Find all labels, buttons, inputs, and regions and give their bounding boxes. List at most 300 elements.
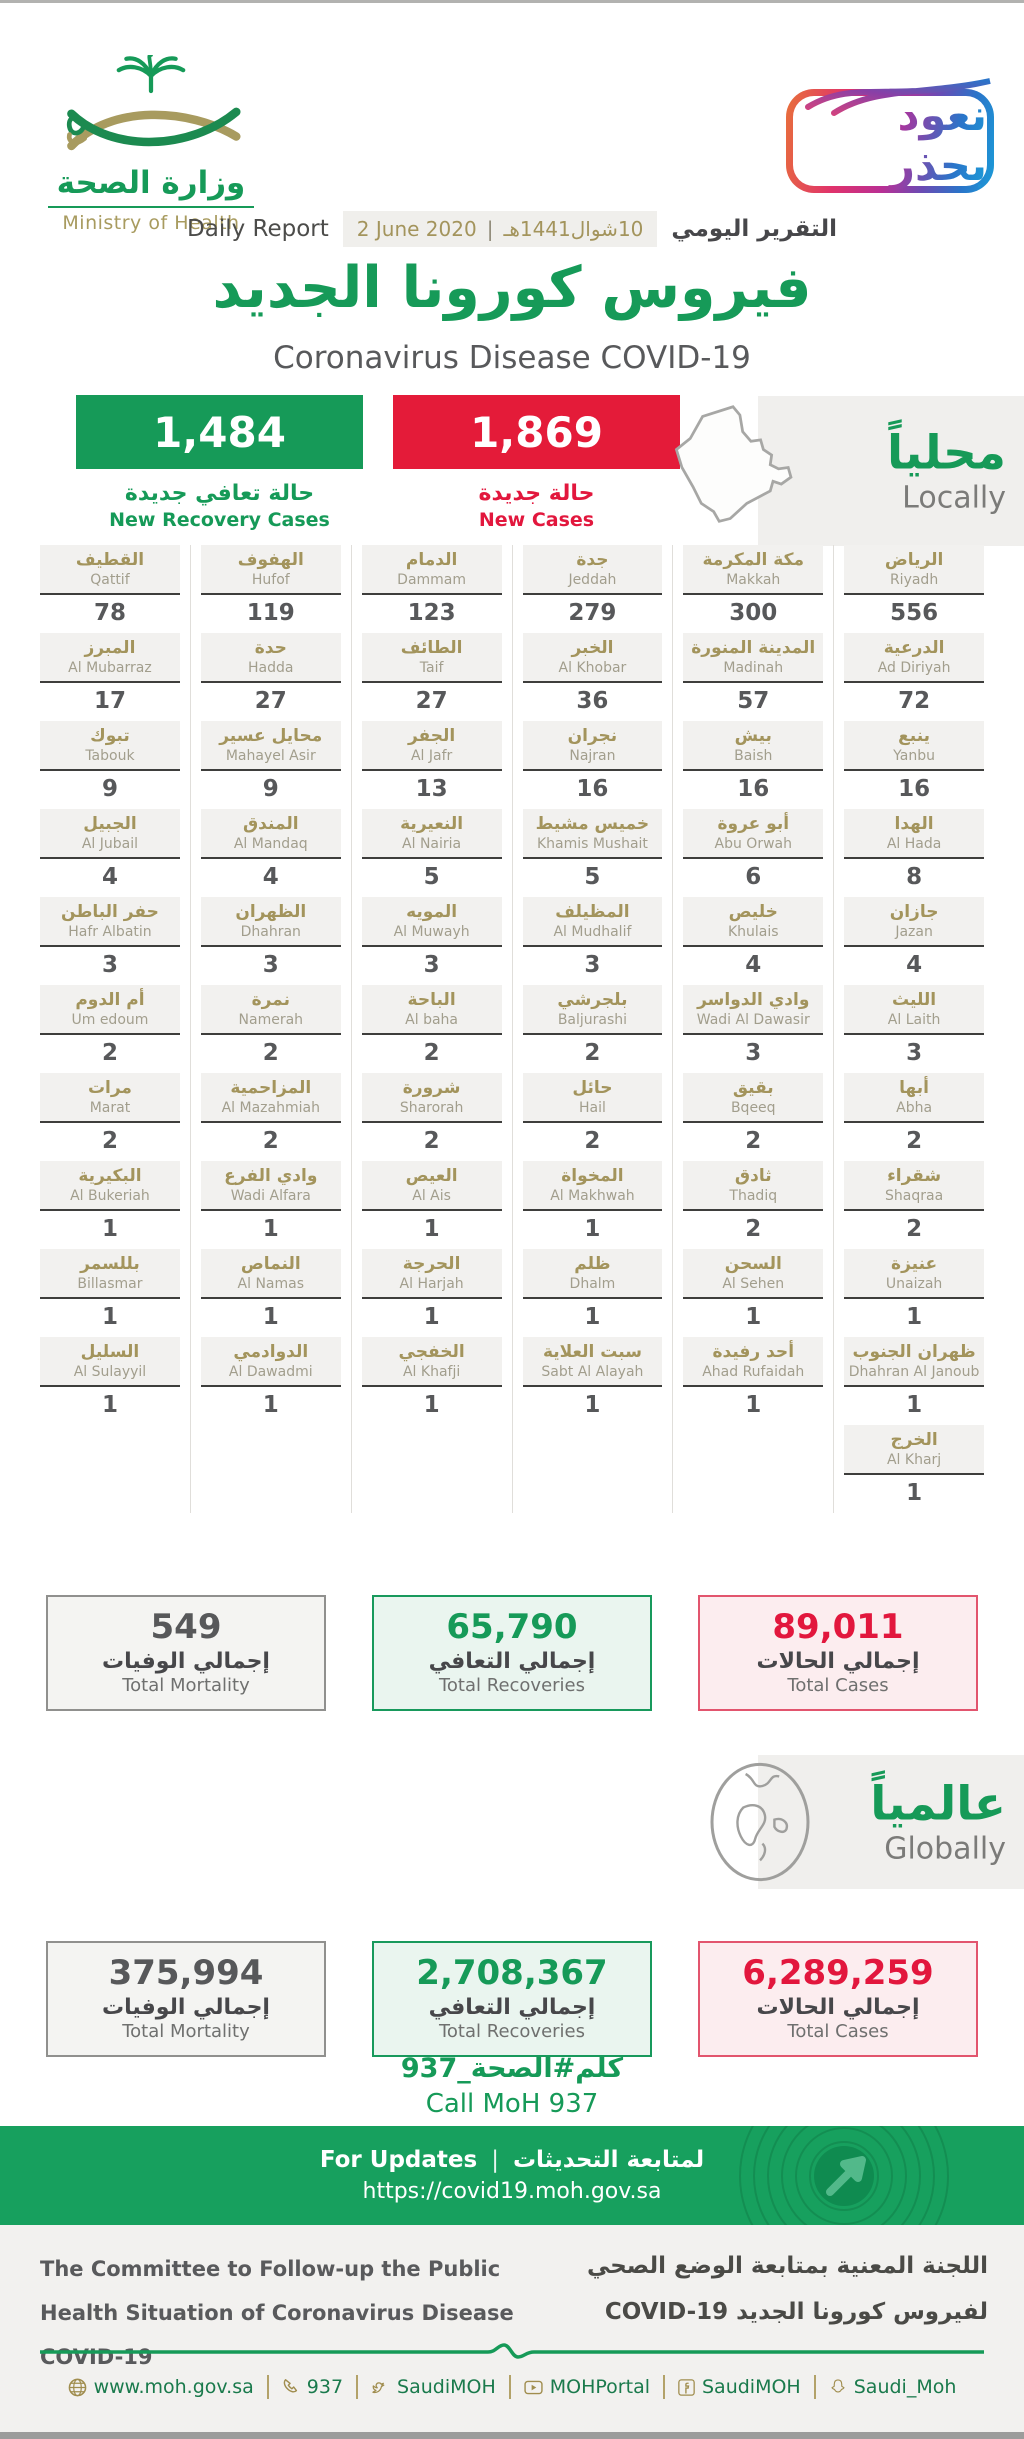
city-case-count: 119 bbox=[246, 600, 295, 627]
city-case-count: 5 bbox=[423, 864, 440, 891]
updates-label-ar: لمتابعة التحديثات bbox=[512, 2147, 705, 2173]
city-cell bbox=[523, 1337, 663, 1425]
city-cell bbox=[40, 985, 180, 1073]
city-cell bbox=[362, 985, 502, 1073]
phone-icon bbox=[282, 2378, 300, 2396]
city-cell bbox=[844, 721, 984, 809]
city-name-box bbox=[844, 1337, 984, 1387]
contact-phone[interactable] bbox=[282, 2376, 343, 2398]
city-cell bbox=[201, 985, 341, 1073]
city-cell bbox=[362, 1249, 502, 1337]
city-name-english: Marat bbox=[89, 1100, 131, 1117]
city-name-arabic: حدة bbox=[254, 638, 287, 658]
city-name-arabic: نجران bbox=[567, 726, 618, 746]
local-cases-label-ar: إجمالي الحالات bbox=[756, 1649, 920, 1674]
city-case-count: 1 bbox=[101, 1392, 118, 1419]
global-cases-label-en: Total Cases bbox=[787, 2021, 889, 2042]
saudi-map-icon bbox=[658, 404, 808, 542]
city-cell bbox=[201, 1073, 341, 1161]
city-name-box bbox=[40, 1249, 180, 1299]
city-name-arabic: الطائف bbox=[400, 638, 463, 658]
city-name-english: Dhahran bbox=[240, 924, 301, 941]
city-cell bbox=[362, 1161, 502, 1249]
locally-label-ar: محلياً bbox=[887, 425, 1006, 481]
updates-line bbox=[320, 2147, 704, 2173]
new-recoveries-value-box bbox=[76, 395, 363, 469]
city-name-english: Bqeeq bbox=[730, 1100, 776, 1117]
city-name-english: Hafr Albatin bbox=[68, 924, 152, 941]
city-name-box bbox=[844, 1425, 984, 1475]
local-mortality-value: 549 bbox=[150, 1607, 222, 1647]
committee-text-ar bbox=[587, 2243, 988, 2335]
city-name-box bbox=[201, 1337, 341, 1387]
city-cell bbox=[362, 721, 502, 809]
city-name-box bbox=[201, 721, 341, 771]
contact-youtube[interactable] bbox=[524, 2376, 650, 2398]
city-name-english: Najran bbox=[569, 748, 616, 765]
city-name-english: Al Ais bbox=[412, 1188, 451, 1205]
city-case-count: 2 bbox=[262, 1128, 279, 1155]
city-name-arabic: القطيف bbox=[75, 550, 145, 570]
city-name-arabic: الحرجة bbox=[402, 1254, 461, 1274]
city-name-box bbox=[844, 1073, 984, 1123]
city-name-box bbox=[201, 897, 341, 947]
city-cell bbox=[362, 897, 502, 985]
city-name-box bbox=[362, 1073, 502, 1123]
city-name-box bbox=[683, 1249, 823, 1299]
city-name-box bbox=[683, 545, 823, 595]
arrow-circle-icon bbox=[704, 2126, 984, 2225]
city-cell bbox=[362, 809, 502, 897]
city-cell bbox=[683, 1337, 823, 1425]
city-name-arabic: الدوادمي bbox=[233, 1342, 309, 1362]
new-recoveries-label-en: New Recovery Cases bbox=[109, 509, 330, 531]
city-name-arabic: أم الدوم bbox=[75, 990, 145, 1010]
city-cell bbox=[523, 545, 663, 633]
city-name-arabic: المويه bbox=[406, 902, 458, 922]
city-cell bbox=[201, 809, 341, 897]
city-name-arabic: شرورة bbox=[402, 1078, 461, 1098]
city-name-box bbox=[362, 809, 502, 859]
global-totals-row bbox=[0, 1941, 1024, 2057]
logo-arabic-name: وزارة الصحة bbox=[48, 165, 254, 208]
city-name-arabic: الرياض bbox=[884, 550, 944, 570]
city-cell bbox=[40, 633, 180, 721]
city-name-arabic: المظيلف bbox=[555, 902, 630, 922]
city-case-count: 36 bbox=[576, 688, 609, 715]
city-name-arabic: الهفوف bbox=[237, 550, 304, 570]
city-cell bbox=[201, 633, 341, 721]
city-cell bbox=[844, 1249, 984, 1337]
city-case-count: 1 bbox=[101, 1304, 118, 1331]
city-case-count: 3 bbox=[423, 952, 440, 979]
city-name-box bbox=[201, 809, 341, 859]
globally-text bbox=[870, 1777, 1006, 1866]
city-name-box bbox=[523, 897, 663, 947]
new-recoveries-stat bbox=[76, 395, 363, 531]
city-name-english: Al Laith bbox=[887, 1012, 941, 1029]
city-name-box bbox=[683, 1337, 823, 1387]
city-cell bbox=[683, 1249, 823, 1337]
city-name-box bbox=[844, 633, 984, 683]
global-total-cases bbox=[698, 1941, 978, 2057]
date-separator: | bbox=[486, 217, 494, 241]
city-case-count: 4 bbox=[906, 952, 923, 979]
city-grid bbox=[30, 545, 994, 1513]
city-name-english: Al baha bbox=[405, 1012, 459, 1029]
city-name-english: Hufof bbox=[251, 572, 290, 589]
city-name-arabic: سبت العلاية bbox=[542, 1342, 642, 1362]
city-name-arabic: الخرج bbox=[890, 1430, 938, 1450]
city-name-box bbox=[683, 633, 823, 683]
updates-pipe: | bbox=[491, 2147, 499, 2173]
city-case-count: 4 bbox=[101, 864, 118, 891]
city-case-count: 57 bbox=[737, 688, 770, 715]
city-cell bbox=[201, 1161, 341, 1249]
city-name-box bbox=[362, 1337, 502, 1387]
local-cases-value: 89,011 bbox=[772, 1607, 904, 1647]
city-case-count: 2 bbox=[584, 1040, 601, 1067]
city-name-box bbox=[523, 1337, 663, 1387]
committee-ar-line2: لفيروس كورونا الجديد COVID-19 bbox=[604, 2299, 988, 2325]
city-name-arabic: الليث bbox=[892, 990, 937, 1010]
city-cell bbox=[40, 809, 180, 897]
city-case-count: 1 bbox=[584, 1304, 601, 1331]
city-name-box bbox=[523, 721, 663, 771]
city-case-count: 300 bbox=[729, 600, 778, 627]
city-name-english: Makkah bbox=[726, 572, 781, 589]
city-case-count: 1 bbox=[584, 1392, 601, 1419]
city-name-arabic: عنيزة bbox=[891, 1254, 938, 1274]
city-case-count: 123 bbox=[407, 600, 456, 627]
city-case-count: 3 bbox=[906, 1040, 923, 1067]
city-name-english: Wadi Al Dawasir bbox=[696, 1012, 810, 1029]
city-cell bbox=[362, 633, 502, 721]
youtube-icon bbox=[524, 2380, 543, 2395]
city-name-arabic: مرات bbox=[87, 1078, 132, 1098]
city-name-english: Al Sulayyil bbox=[73, 1364, 147, 1381]
city-cell bbox=[523, 1249, 663, 1337]
city-name-english: Baish bbox=[734, 748, 773, 765]
city-cell bbox=[40, 545, 180, 633]
city-name-english: Wadi Alfara bbox=[230, 1188, 311, 1205]
global-recoveries-label-en: Total Recoveries bbox=[438, 2021, 586, 2042]
city-name-english: Qattif bbox=[90, 572, 130, 589]
contact-twitter[interactable] bbox=[371, 2376, 496, 2398]
city-cell bbox=[40, 897, 180, 985]
city-name-arabic: ينبع bbox=[898, 726, 931, 746]
city-column bbox=[30, 545, 191, 1513]
city-name-english: Al Hada bbox=[886, 836, 942, 853]
call-moh-english: Call MoH 937 bbox=[425, 2089, 599, 2119]
global-cases-value: 6,289,259 bbox=[742, 1953, 934, 1993]
page-title-arabic: فيروس كورونا الجديد bbox=[212, 255, 812, 321]
city-case-count: 1 bbox=[906, 1304, 923, 1331]
city-name-box bbox=[362, 1249, 502, 1299]
contact-separator bbox=[509, 2375, 511, 2399]
city-name-english: Jazan bbox=[895, 924, 933, 941]
city-name-english: Al Mubarraz bbox=[68, 660, 152, 677]
snapchat-icon bbox=[829, 2378, 847, 2396]
committee-text-en: The Committee to Follow-up the Public Health Situation of Coronavirus Disease COVID-19 bbox=[40, 2257, 514, 2370]
city-cell bbox=[844, 1161, 984, 1249]
date-hijri: 10شوال1441هـ bbox=[503, 217, 644, 241]
city-case-count: 3 bbox=[101, 952, 118, 979]
city-case-count: 1 bbox=[423, 1304, 440, 1331]
city-name-box bbox=[683, 721, 823, 771]
city-name-arabic: النعيرية bbox=[400, 814, 464, 834]
city-name-arabic: بيش bbox=[734, 726, 772, 746]
daily-report-label-ar: التقرير اليومي bbox=[671, 216, 837, 242]
city-name-arabic: المخواة bbox=[561, 1166, 624, 1186]
city-cell bbox=[683, 721, 823, 809]
city-name-arabic: المبرز bbox=[84, 638, 136, 658]
city-case-count: 6 bbox=[745, 864, 762, 891]
city-name-arabic: جازان bbox=[889, 902, 939, 922]
local-cases-label-en: Total Cases bbox=[787, 1675, 889, 1696]
city-name-arabic: ثادق bbox=[734, 1166, 772, 1186]
city-cell bbox=[683, 809, 823, 897]
city-name-arabic: حفر الباطن bbox=[61, 902, 159, 922]
city-name-box bbox=[683, 1073, 823, 1123]
city-name-box bbox=[683, 1161, 823, 1211]
city-name-box bbox=[523, 1249, 663, 1299]
city-name-arabic: الدمام bbox=[405, 550, 458, 570]
city-cell bbox=[362, 1073, 502, 1161]
contact-separator bbox=[663, 2375, 665, 2399]
city-name-arabic: جدة bbox=[576, 550, 609, 570]
city-name-english: Riyadh bbox=[889, 572, 939, 589]
city-case-count: 2 bbox=[745, 1128, 762, 1155]
local-total-cases bbox=[698, 1595, 978, 1711]
city-name-box bbox=[201, 1073, 341, 1123]
city-name-english: Yanbu bbox=[893, 748, 935, 765]
city-case-count: 2 bbox=[101, 1040, 118, 1067]
local-recoveries-value: 65,790 bbox=[446, 1607, 578, 1647]
local-totals-row bbox=[0, 1595, 1024, 1711]
city-name-english: Al Mandaq bbox=[233, 836, 308, 853]
city-name-box bbox=[201, 1249, 341, 1299]
contact-phone-label: 937 bbox=[306, 2376, 344, 2398]
city-cell bbox=[362, 545, 502, 633]
bottom-bar bbox=[0, 2432, 1024, 2439]
city-cell bbox=[844, 545, 984, 633]
globally-label-en: Globally bbox=[884, 1831, 1006, 1867]
city-case-count: 1 bbox=[584, 1216, 601, 1243]
city-name-arabic: نمرة bbox=[251, 990, 290, 1010]
city-name-arabic: السليل bbox=[80, 1342, 140, 1362]
global-mortality-value: 375,994 bbox=[108, 1953, 264, 1993]
city-case-count: 72 bbox=[898, 688, 931, 715]
city-cell bbox=[523, 809, 663, 897]
globe-icon bbox=[68, 2378, 87, 2397]
city-name-box bbox=[523, 545, 663, 595]
city-name-box bbox=[201, 545, 341, 595]
twitter-icon bbox=[371, 2379, 390, 2396]
city-name-english: Al Jafr bbox=[410, 748, 453, 765]
new-recoveries-label-ar: حالة تعافي جديدة bbox=[124, 481, 315, 506]
city-name-box bbox=[844, 545, 984, 595]
local-total-recoveries bbox=[372, 1595, 652, 1711]
city-name-english: Baljurashi bbox=[557, 1012, 628, 1029]
city-name-box bbox=[523, 1161, 663, 1211]
city-cell bbox=[40, 1161, 180, 1249]
city-case-count: 279 bbox=[568, 600, 617, 627]
city-name-arabic: وادي الفرع bbox=[224, 1166, 318, 1186]
globally-label-ar: عالمياً bbox=[870, 1776, 1006, 1832]
city-name-english: Abha bbox=[896, 1100, 933, 1117]
city-cell bbox=[844, 633, 984, 721]
city-name-english: Al Kharj bbox=[886, 1452, 942, 1469]
city-case-count: 27 bbox=[415, 688, 448, 715]
city-cell bbox=[683, 985, 823, 1073]
contact-website[interactable] bbox=[68, 2376, 254, 2398]
city-column bbox=[513, 545, 674, 1513]
city-cell bbox=[523, 897, 663, 985]
global-cases-label-ar: إجمالي الحالات bbox=[756, 1995, 920, 2020]
city-name-english: Tabouk bbox=[85, 748, 135, 765]
city-name-arabic: البكيرية bbox=[78, 1166, 142, 1186]
city-name-english: Ahad Rufaidah bbox=[702, 1364, 805, 1381]
city-cell bbox=[844, 1425, 984, 1513]
city-case-count: 3 bbox=[745, 1040, 762, 1067]
city-name-arabic: المدينة المنورة bbox=[691, 638, 816, 658]
locally-panel bbox=[758, 396, 1024, 546]
contact-separator bbox=[814, 2375, 816, 2399]
city-name-arabic: الظهران bbox=[235, 902, 307, 922]
city-name-arabic: الجفر bbox=[407, 726, 456, 746]
city-name-arabic: ظهران الجنوب bbox=[852, 1342, 976, 1362]
city-name-box bbox=[201, 1161, 341, 1211]
city-name-box bbox=[844, 897, 984, 947]
city-name-arabic: خميس مشيط bbox=[535, 814, 650, 834]
city-case-count: 2 bbox=[423, 1040, 440, 1067]
facebook-icon bbox=[678, 2379, 695, 2396]
city-name-arabic: الهدا bbox=[894, 814, 934, 834]
city-name-english: Al Khobar bbox=[558, 660, 627, 677]
city-name-arabic: حائل bbox=[572, 1078, 613, 1098]
city-cell bbox=[201, 1249, 341, 1337]
updates-banner bbox=[0, 2126, 1024, 2225]
city-case-count: 16 bbox=[737, 776, 770, 803]
city-name-english: Unaizah bbox=[885, 1276, 943, 1293]
city-name-english: Hadda bbox=[248, 660, 294, 677]
city-name-english: Thadiq bbox=[729, 1188, 778, 1205]
city-case-count: 1 bbox=[262, 1304, 279, 1331]
city-cell bbox=[201, 1337, 341, 1425]
contact-website-label: www.moh.gov.sa bbox=[93, 2376, 254, 2398]
city-name-box bbox=[523, 809, 663, 859]
new-cases-value-box bbox=[393, 395, 680, 469]
city-case-count: 4 bbox=[745, 952, 762, 979]
city-name-english: Al Mudhalif bbox=[553, 924, 632, 941]
contact-snapchat[interactable] bbox=[829, 2376, 957, 2398]
city-cell bbox=[844, 897, 984, 985]
city-case-count: 4 bbox=[262, 864, 279, 891]
city-name-arabic: خليص bbox=[728, 902, 778, 922]
city-case-count: 2 bbox=[584, 1128, 601, 1155]
city-name-box bbox=[201, 985, 341, 1035]
city-name-english: Al Muwayh bbox=[393, 924, 470, 941]
city-case-count: 2 bbox=[423, 1128, 440, 1155]
city-case-count: 2 bbox=[906, 1216, 923, 1243]
locally-label-en: Locally bbox=[902, 480, 1006, 516]
city-name-box bbox=[40, 1073, 180, 1123]
city-case-count: 2 bbox=[101, 1128, 118, 1155]
green-divider bbox=[40, 2341, 984, 2361]
city-name-arabic: الدرعية bbox=[883, 638, 945, 658]
city-name-english: Al Khafji bbox=[402, 1364, 461, 1381]
global-total-mortality bbox=[46, 1941, 326, 2057]
city-name-box bbox=[523, 633, 663, 683]
city-case-count: 8 bbox=[906, 864, 923, 891]
city-name-box bbox=[40, 897, 180, 947]
contact-snapchat-label: Saudi_Moh bbox=[853, 2376, 957, 2398]
city-cell bbox=[683, 1161, 823, 1249]
city-name-arabic: وادي الدواسر bbox=[697, 990, 810, 1010]
city-cell bbox=[40, 1337, 180, 1425]
city-name-arabic: أحد رفيدة bbox=[712, 1342, 795, 1362]
city-column bbox=[673, 545, 834, 1513]
city-name-box bbox=[362, 985, 502, 1035]
city-case-count: 16 bbox=[576, 776, 609, 803]
city-name-english: Al Jubail bbox=[81, 836, 139, 853]
city-case-count: 13 bbox=[415, 776, 448, 803]
city-name-box bbox=[683, 809, 823, 859]
city-name-english: Dhalm bbox=[569, 1276, 616, 1293]
contact-youtube-label: MOHPortal bbox=[549, 2376, 650, 2398]
city-name-box bbox=[40, 1337, 180, 1387]
contact-facebook[interactable] bbox=[678, 2376, 801, 2398]
city-case-count: 9 bbox=[101, 776, 118, 803]
globe-icon bbox=[700, 1759, 820, 1885]
city-column bbox=[834, 545, 994, 1513]
city-name-arabic: الباحة bbox=[407, 990, 456, 1010]
city-cell bbox=[40, 1249, 180, 1337]
city-name-arabic: أبو عروة bbox=[717, 814, 790, 834]
city-cell bbox=[523, 985, 663, 1073]
city-case-count: 3 bbox=[262, 952, 279, 979]
city-name-box bbox=[362, 545, 502, 595]
city-name-arabic: تبوك bbox=[90, 726, 130, 746]
city-name-arabic: العيص bbox=[405, 1166, 458, 1186]
covid19-url-link[interactable]: https://covid19.moh.gov.sa bbox=[362, 2179, 662, 2204]
footer bbox=[0, 2225, 1024, 2439]
globally-panel bbox=[758, 1755, 1024, 1889]
daily-report-row bbox=[0, 211, 1024, 247]
local-recoveries-label-ar: إجمالي التعافي bbox=[428, 1649, 596, 1674]
global-mortality-label-en: Total Mortality bbox=[122, 2021, 250, 2042]
call-moh-arabic: كلم#الصحة_937 bbox=[400, 2053, 624, 2084]
city-name-arabic: المندق bbox=[242, 814, 299, 834]
city-cell bbox=[523, 633, 663, 721]
city-cell bbox=[40, 1073, 180, 1161]
city-name-english: Madinah bbox=[723, 660, 784, 677]
local-mortality-label-ar: إجمالي الوفيات bbox=[102, 1649, 270, 1674]
city-name-english: Dhahran Al Janoub bbox=[848, 1364, 980, 1381]
city-name-box bbox=[40, 985, 180, 1035]
city-name-english: Sabt Al Alayah bbox=[541, 1364, 644, 1381]
city-name-english: Um edoum bbox=[71, 1012, 149, 1029]
local-recoveries-label-en: Total Recoveries bbox=[438, 1675, 586, 1696]
new-recoveries-value: 1,484 bbox=[153, 407, 286, 457]
badge-swoosh-icon bbox=[804, 73, 994, 117]
city-name-english: Namerah bbox=[238, 1012, 304, 1029]
city-cell bbox=[683, 897, 823, 985]
city-case-count: 78 bbox=[93, 600, 126, 627]
city-case-count: 2 bbox=[745, 1216, 762, 1243]
updates-label-en: For Updates bbox=[319, 2147, 478, 2173]
